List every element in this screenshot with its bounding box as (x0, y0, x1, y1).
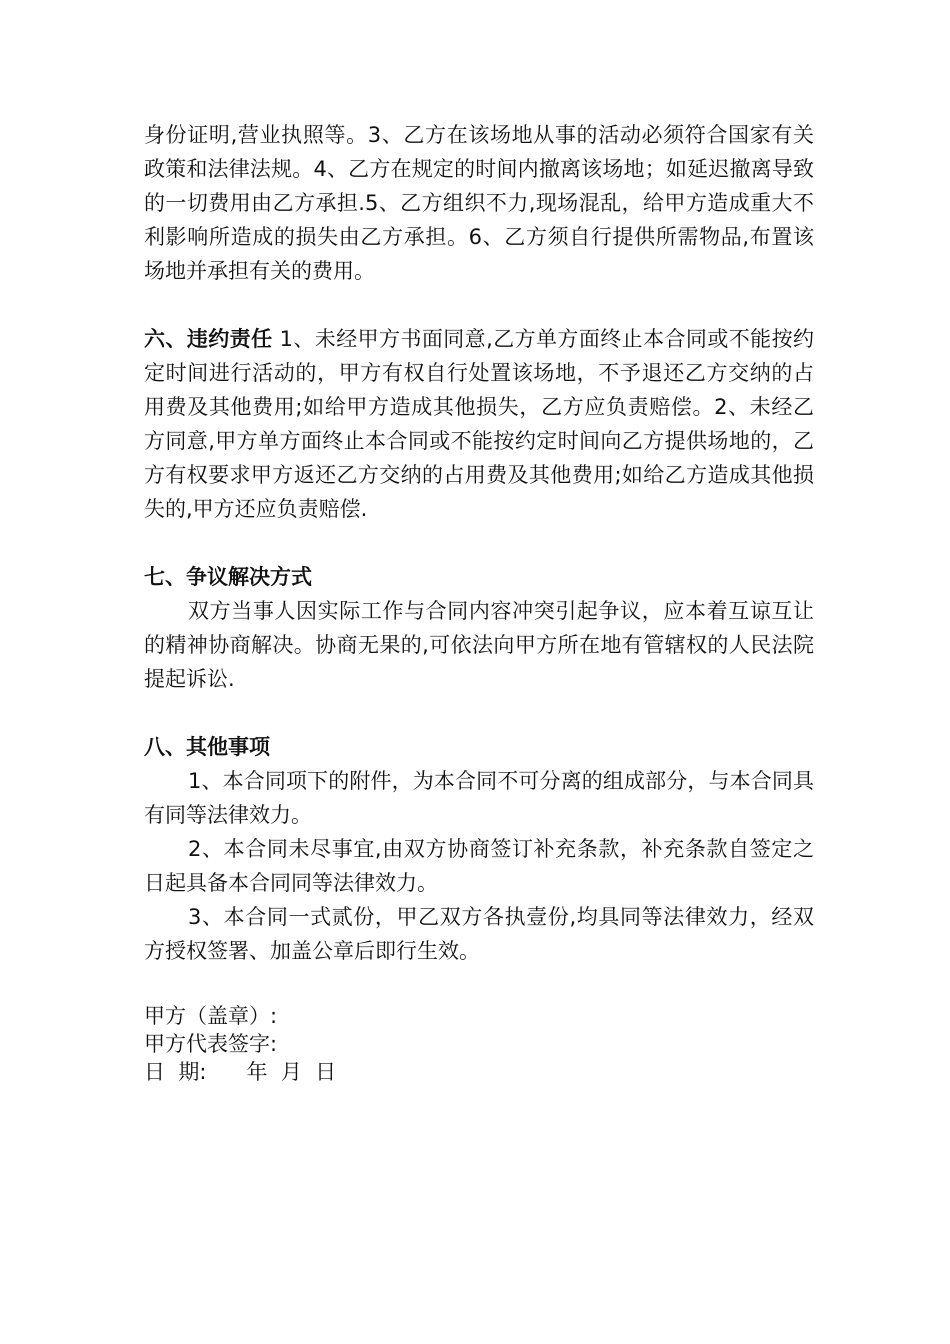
spacer (144, 288, 814, 322)
spacer (144, 968, 814, 1002)
spacer (144, 526, 814, 560)
party-a-seal-line: 甲方（盖章）: (144, 1004, 278, 1028)
party-a-representative-line: 甲方代表签字: (144, 1032, 278, 1056)
section5-paragraph: 身份证明,营业执照等。3、乙方在该场地从事的活动必须符合国家有关政策和法律法规。4、乙方在规定的时间内撤离该场地；如延迟撤离导致的一切费用由乙方承担.5、乙方组织不力,现场混乱，给甲方造成重大不利影响所造成的损失由乙方承担。6、乙方须自行提供所需物品,布置该场地并承担有关的费用。 (144, 123, 814, 283)
section8-item-1: 1、本合同项下的附件，为本合同不可分离的组成部分，与本合同具有同等法律效力。 (144, 769, 814, 827)
section8-item-2: 2、本合同未尽事宜,由双方协商签订补充条款，补充条款自签定之日起具备本合同同等法律效力。 (144, 837, 814, 895)
section8-item-3: 3、本合同一式贰份，甲乙双方各执壹份,均具同等法律效力，经双方授权签署、加盖公章后即行生效。 (144, 905, 814, 963)
section7-paragraph: 双方当事人因实际工作与合同内容冲突引起争议，应本着互谅互让的精神协商解决。协商无果的,可依法向甲方所在地有管辖权的人民法院提起诉讼. (144, 599, 814, 691)
signature-block (144, 1002, 814, 1086)
section6-heading: 六、违约责任 (144, 327, 273, 351)
date-line: 日 期: 年 月 日 (144, 1060, 337, 1084)
section6-paragraph (144, 322, 814, 526)
section7-heading: 七、争议解决方式 (144, 565, 312, 589)
contract-page (144, 118, 814, 1086)
spacer (144, 696, 814, 730)
section6-text: 1、未经甲方书面同意,乙方单方面终止本合同或不能按约定时间进行活动的，甲方有权自行处置该场地，不予退还乙方交纳的占用费及其他费用;如给甲方造成其他损失，乙方应负责赔偿。2、未经乙方同意,甲方单方面终止本合同或不能按约定时间向乙方提供场地的，乙方有权要求甲方返还乙方交纳的占用费及其他费用;如给乙方造成其他损失的,甲方还应负责赔偿. (144, 327, 815, 521)
section8-heading: 八、其他事项 (144, 735, 270, 759)
